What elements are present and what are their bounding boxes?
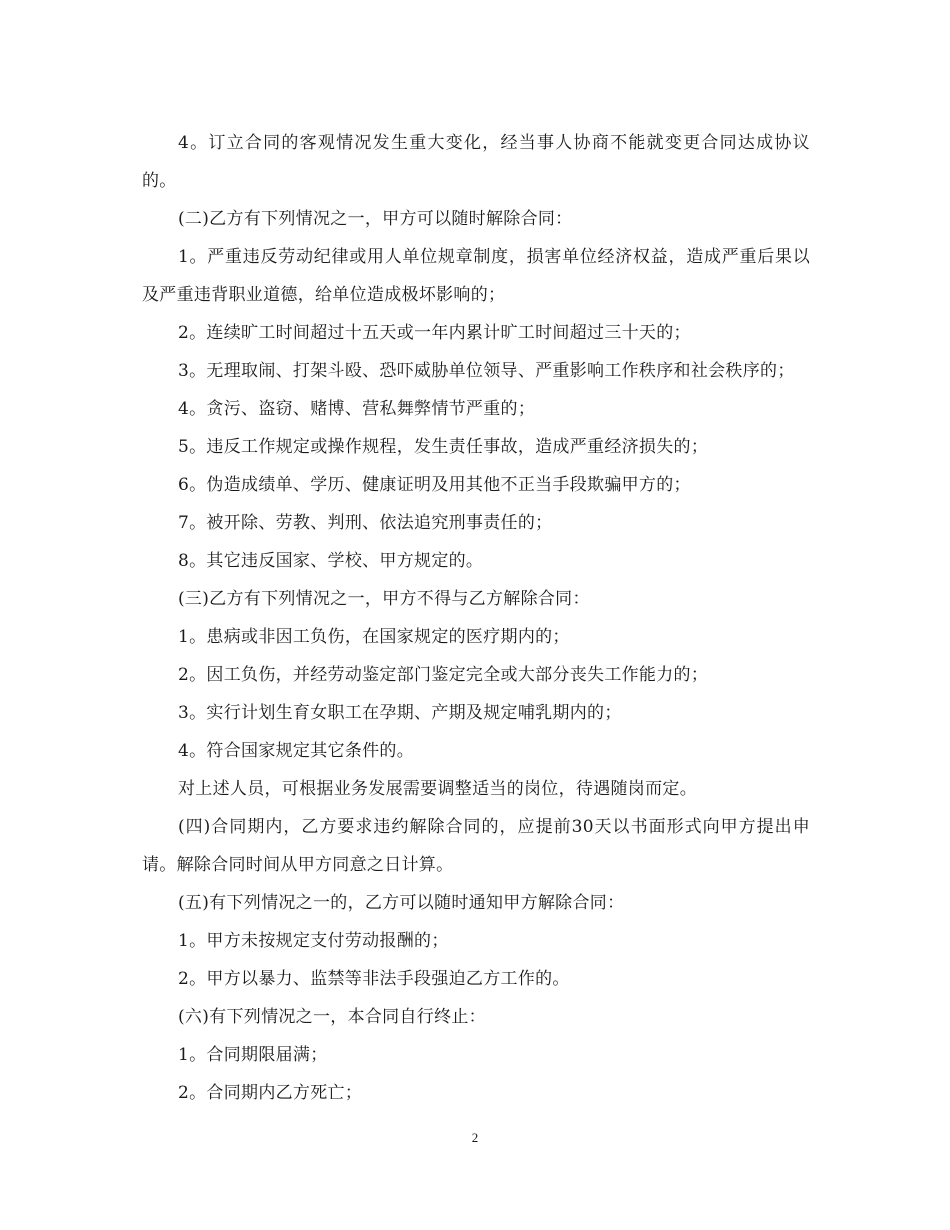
paragraph-item-7-criminal: 7。被开除、劳教、判刑、依法追究刑事责任的； (178, 513, 553, 533)
paragraph-item-2-coercion: 2。甲方以暴力、监禁等非法手段强迫乙方工作的。 (178, 969, 570, 989)
document-body (142, 124, 810, 1112)
paragraph-reassignment-note: 对上述人员，可根据业务发展需要调整适当的岗位，待遇随岗而定。 (178, 779, 697, 799)
paragraph-item-5-accident: 5。违反工作规定或操作规程，发生责任事故，造成严重经济损失的； (178, 437, 709, 457)
paragraph-section-3-heading: (三)乙方有下列情况之一，甲方不得与乙方解除合同： (178, 589, 590, 609)
paragraph-item-3-maternity: 3。实行计划生育女职工在孕期、产期及规定哺乳期内的； (178, 703, 622, 723)
paragraph-section-2-heading: (二)乙方有下列情况之一，甲方可以随时解除合同： (178, 209, 573, 229)
paragraph-item-8-other: 8。其它违反国家、学校、甲方规定的。 (178, 551, 484, 571)
paragraph-item-1-illness: 1。患病或非因工负伤，在国家规定的医疗期内的； (178, 627, 570, 647)
paragraph-item-1-expiry: 1。合同期限届满； (178, 1045, 328, 1065)
paragraph-item-2-absence: 2。连续旷工时间超过十五天或一年内累计旷工时间超过三十天的； (178, 323, 691, 343)
paragraph-section-6-heading: (六)有下列情况之一，本合同自行终止： (178, 1007, 486, 1027)
paragraph-section-5-heading: (五)有下列情况之一的，乙方可以随时通知甲方解除合同： (178, 893, 625, 913)
paragraph-item-6-forgery: 6。伪造成绩单、学历、健康证明及用其他不正当手段欺骗甲方的； (178, 475, 691, 495)
paragraph-item-4-conditions: 4。符合国家规定其它条件的。 (178, 741, 415, 761)
paragraph-section-4: (四)合同期内，乙方要求违约解除合同的，应提前30天以书面形式向甲方提出申请。解除合同时间从甲方同意之日计算。 (142, 817, 810, 875)
paragraph-item-1-unpaid: 1。甲方未按规定支付劳动报酬的； (178, 931, 449, 951)
paragraph-item-2-death: 2。合同期内乙方死亡； (178, 1083, 363, 1103)
paragraph-item-3-disorder: 3。无理取闹、打架斗殴、恐吓威胁单位领导、严重影响工作秩序和社会秩序的； (178, 361, 795, 381)
paragraph-item-1-violation: 1。严重违反劳动纪律或用人单位规章制度，损害单位经济权益，造成严重后果以及严重违背职业道德，给单位造成极坏影响的； (142, 247, 810, 305)
paragraph-clause-4-change: 4。订立合同的客观情况发生重大变化，经当事人协商不能就变更合同达成协议的。 (142, 133, 810, 191)
paragraph-item-4-corruption: 4。贪污、盗窃、赌博、营私舞弊情节严重的； (178, 399, 536, 419)
page-number: 2 (471, 1130, 479, 1145)
paragraph-item-2-injury: 2。因工负伤，并经劳动鉴定部门鉴定完全或大部分丧失工作能力的； (178, 665, 709, 685)
